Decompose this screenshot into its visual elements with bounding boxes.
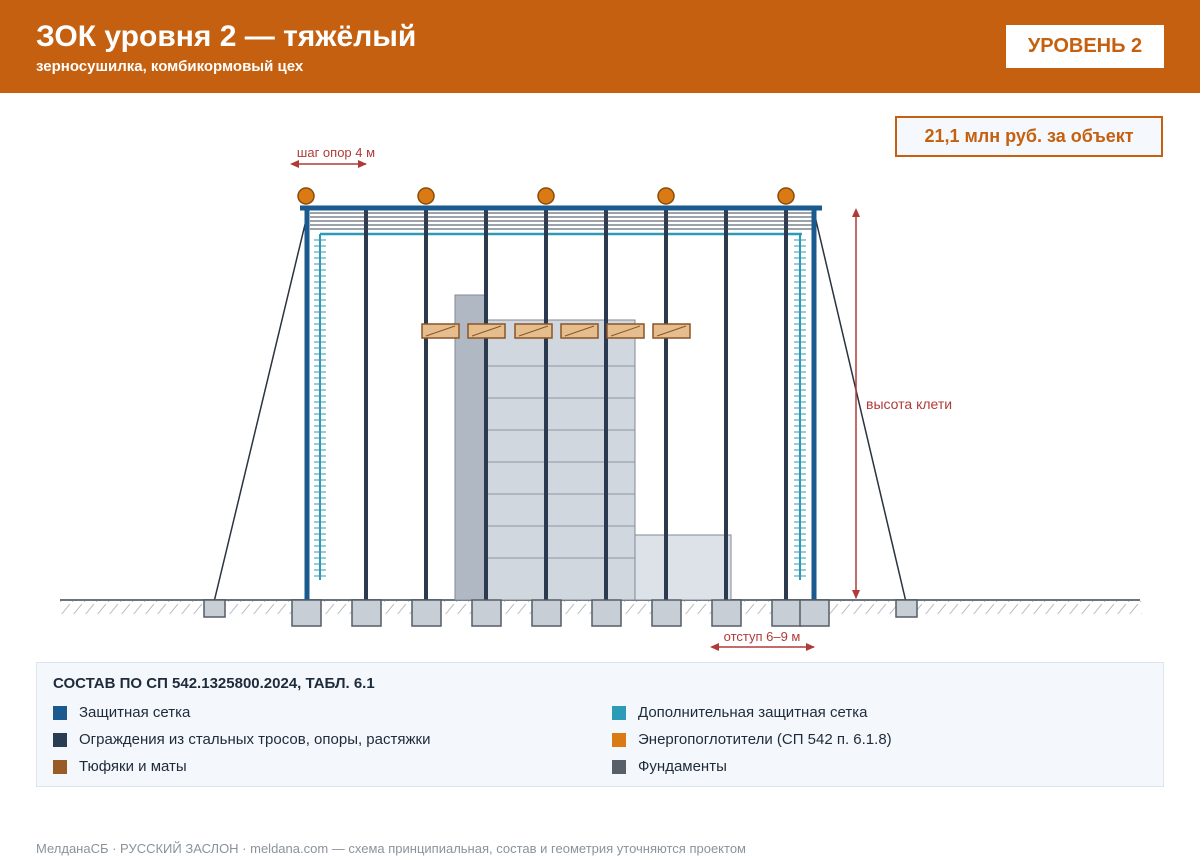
mattress	[468, 324, 505, 338]
legend-swatch	[612, 706, 626, 720]
energy-absorber	[418, 188, 434, 204]
page-subtitle: зерносушилка, комбикормовый цех	[36, 58, 304, 75]
legend-swatch	[612, 733, 626, 747]
step-dimension-label: шаг опор 4 м	[296, 145, 376, 160]
page-title: ЗОК уровня 2 — тяжёлый	[36, 20, 417, 53]
legend-title: СОСТАВ ПО СП 542.1325800.2024, ТАБЛ. 6.1	[53, 675, 375, 692]
height-dimension-label: высота клети	[866, 396, 953, 412]
legend-swatch	[53, 706, 67, 720]
mattress	[422, 324, 459, 338]
foundation	[532, 600, 561, 626]
foundation	[352, 600, 381, 626]
price-box: 21,1 млн руб. за объект	[895, 116, 1163, 157]
level-badge: УРОВЕНЬ 2	[1006, 25, 1164, 68]
legend-label: Фундаменты	[638, 758, 727, 775]
footer-note: МелданаСБ · РУССКИЙ ЗАСЛОН · meldana.com — схема принципиальная, состав и геометрия уточняются проектом	[36, 841, 746, 856]
energy-absorbers	[298, 188, 794, 204]
mattress	[515, 324, 552, 338]
foundation	[800, 600, 829, 626]
foundation	[412, 600, 441, 626]
energy-absorber	[538, 188, 554, 204]
building	[455, 295, 731, 600]
foundation	[652, 600, 681, 626]
legend-item-energy-absorbers	[612, 731, 892, 748]
energy-absorber	[778, 188, 794, 204]
mattress	[653, 324, 690, 338]
mattress	[561, 324, 598, 338]
legend-swatch	[612, 760, 626, 774]
anchor-foundation	[896, 600, 917, 617]
legend-panel	[36, 662, 1164, 787]
foundation	[772, 600, 801, 626]
legend-item-foundations	[612, 758, 727, 775]
foundation	[472, 600, 501, 626]
legend-swatch	[53, 733, 67, 747]
legend-label: Тюфяки и маты	[79, 758, 187, 775]
foundations	[204, 600, 917, 626]
offset-dimension-label: отступ 6–9 м	[723, 629, 801, 644]
legend-label: Ограждения из стальных тросов, опоры, растяжки	[79, 731, 431, 748]
energy-absorber	[658, 188, 674, 204]
legend-item-additional-net	[612, 704, 867, 721]
energy-absorber	[298, 188, 314, 204]
anchor-foundation	[204, 600, 225, 617]
legend-swatch	[53, 760, 67, 774]
foundation	[712, 600, 741, 626]
legend-item-protective-net	[53, 704, 190, 721]
building-annex	[635, 535, 731, 600]
legend-item-steel-cables	[53, 731, 430, 748]
mattress	[607, 324, 644, 338]
building-tower	[455, 295, 487, 600]
foundation	[292, 600, 321, 626]
legend-label: Дополнительная защитная сетка	[638, 704, 868, 721]
legend-label: Энергопоглотители (СП 542 п. 6.1.8)	[638, 731, 892, 748]
steel-cables	[310, 213, 812, 229]
legend-item-mattresses	[53, 758, 187, 775]
legend-label: Защитная сетка	[79, 704, 191, 721]
foundation	[592, 600, 621, 626]
